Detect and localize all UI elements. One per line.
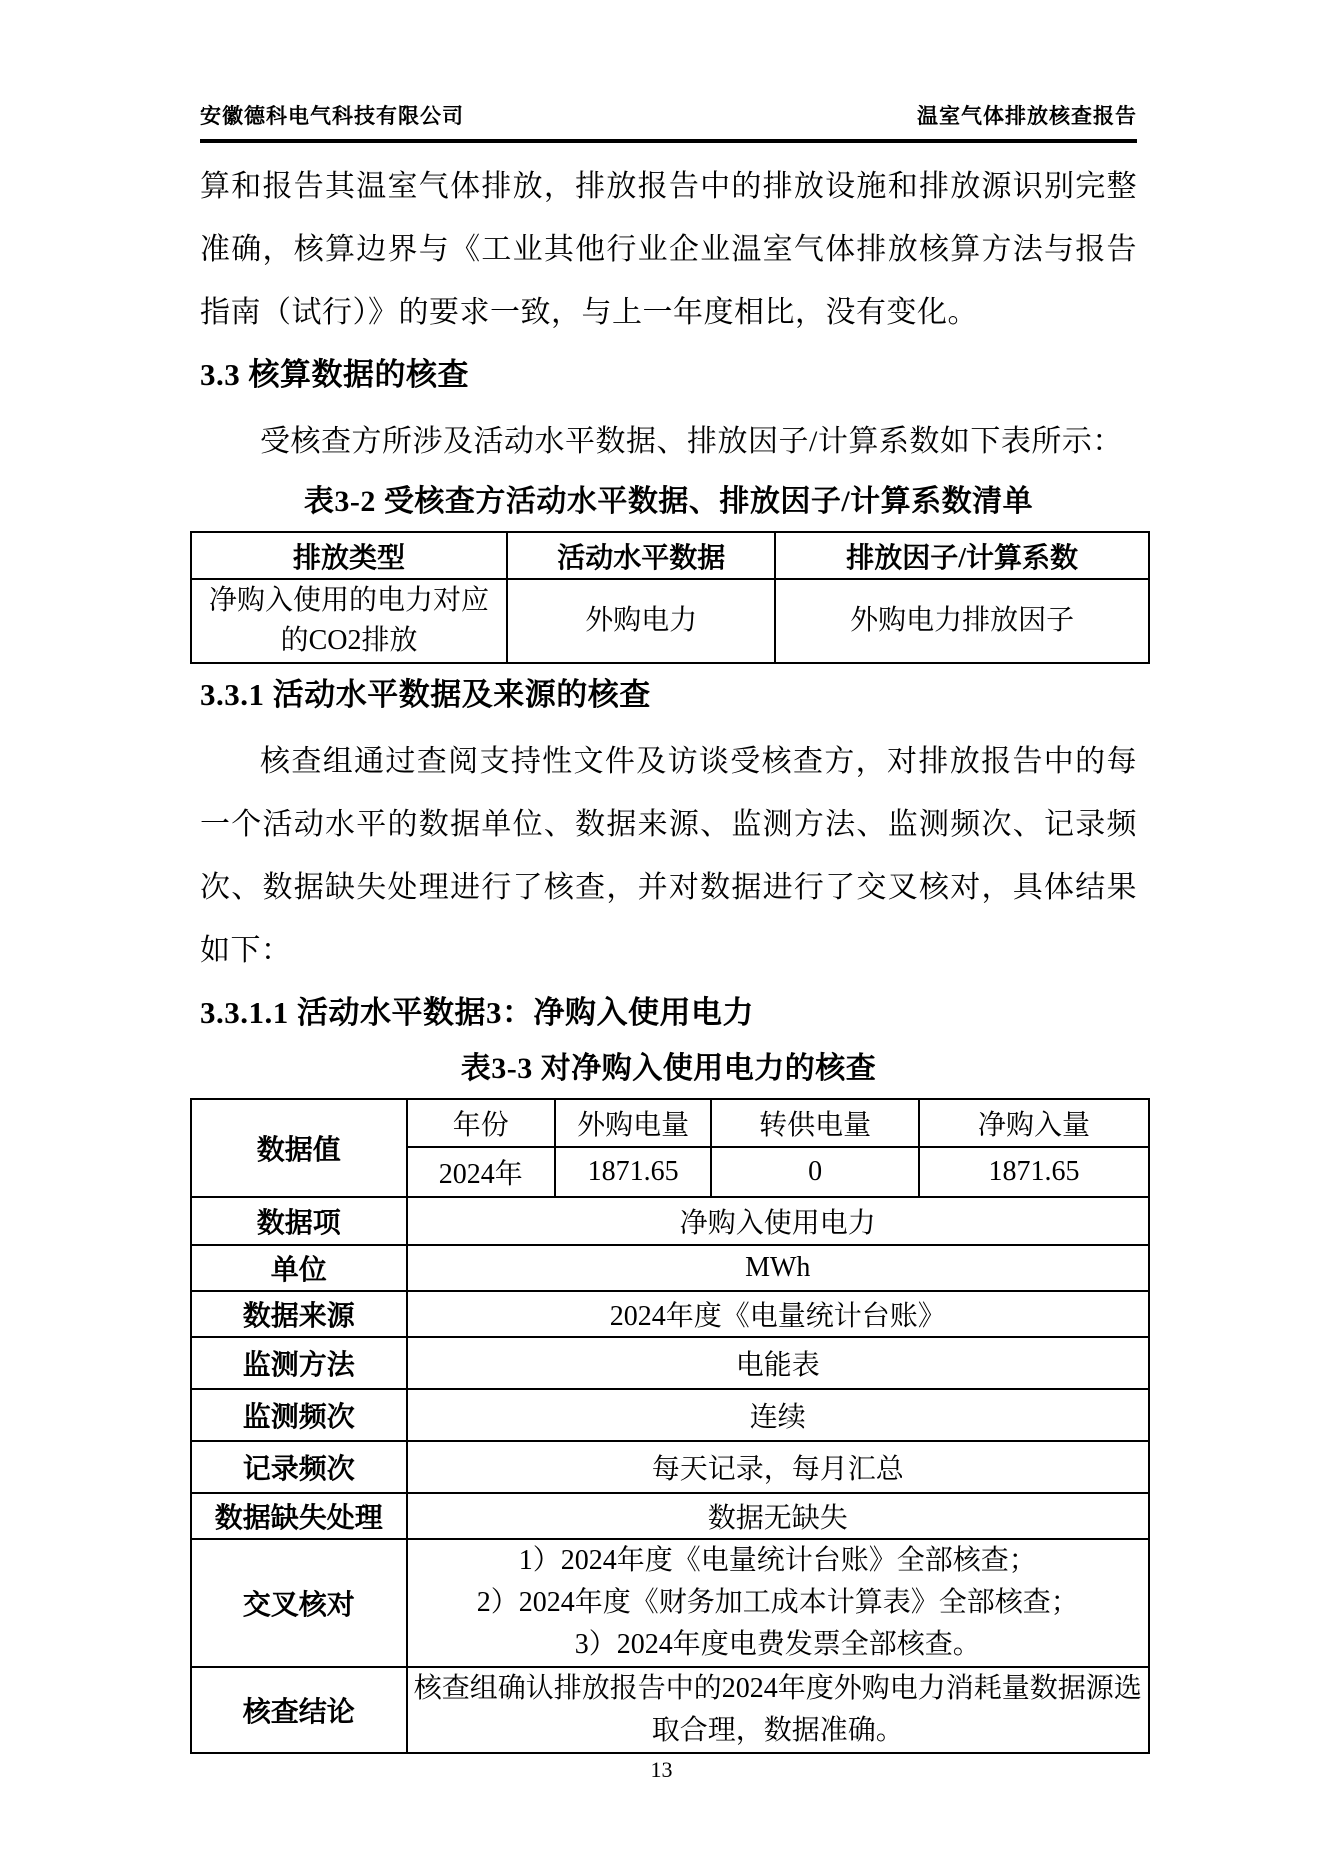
row-label-data-value: 数据值 <box>191 1099 407 1197</box>
section-heading-3-3: 3.3 核算数据的核查 <box>200 357 469 392</box>
header-company-name: 安徽德科电气科技有限公司 <box>200 104 464 128</box>
cell-year: 2024年 <box>407 1147 555 1197</box>
row-label: 监测频次 <box>191 1389 407 1441</box>
table-row-monitor-frequency <box>191 1389 1149 1441</box>
row-label: 核查结论 <box>191 1667 407 1753</box>
header-doc-title: 温室气体排放核查报告 <box>917 104 1137 128</box>
col-header-activity-data: 活动水平数据 <box>507 532 775 579</box>
sub-header-transferred-power: 转供电量 <box>711 1099 919 1147</box>
paragraph-3-3-1: 核查组通过查阅支持性文件及访谈受核查方，对排放报告中的每一个活动水平的数据单位、数据来源、监测方法、监测频次、记录频次、数据缺失处理进行了核查，并对数据进行了交叉核对，具体结果如下： <box>200 745 1137 967</box>
row-value: 电能表 <box>407 1337 1149 1389</box>
table-row-data-source <box>191 1291 1149 1337</box>
table-row-unit <box>191 1245 1149 1291</box>
cell-purchased-power: 1871.65 <box>555 1147 711 1197</box>
table-row-missing-data <box>191 1493 1149 1539</box>
row-label: 数据项 <box>191 1197 407 1245</box>
page-header <box>200 100 1137 143</box>
table33-caption: 表3-3 对净购入使用电力的核查 <box>460 1052 877 1085</box>
row-value: 每天记录，每月汇总 <box>407 1441 1149 1493</box>
sub-header-purchased-power: 外购电量 <box>555 1099 711 1147</box>
row-label: 监测方法 <box>191 1337 407 1389</box>
cell-transferred-power: 0 <box>711 1147 919 1197</box>
table-row-data-item <box>191 1197 1149 1245</box>
row-value <box>407 1539 1149 1667</box>
cell-activity-data: 外购电力 <box>507 579 775 663</box>
section-heading-3-3-1-1: 3.3.1.1 活动水平数据3：净购入使用电力 <box>200 995 754 1030</box>
row-value: 连续 <box>407 1389 1149 1441</box>
cross-check-line-2: 2）2024年度《财务加工成本计算表》全部核查； <box>476 1587 1079 1618</box>
section-heading-3-3-1: 3.3.1 活动水平数据及来源的核查 <box>200 677 651 712</box>
row-value: 数据无缺失 <box>407 1493 1149 1539</box>
row-value: 2024年度《电量统计台账》 <box>407 1291 1149 1337</box>
row-label: 数据缺失处理 <box>191 1493 407 1539</box>
sub-header-net-purchase: 净购入量 <box>919 1099 1149 1147</box>
sub-header-year: 年份 <box>407 1099 555 1147</box>
col-header-emission-type: 排放类型 <box>191 532 507 579</box>
table-row <box>191 579 1149 663</box>
table-3-3 <box>190 1098 1150 1754</box>
row-value: MWh <box>407 1245 1149 1291</box>
table-3-2 <box>190 531 1150 664</box>
row-label: 单位 <box>191 1245 407 1291</box>
row-label: 数据来源 <box>191 1291 407 1337</box>
paragraph-table32-intro: 受核查方所涉及活动水平数据、排放因子/计算系数如下表所示： <box>260 425 1123 458</box>
page-number: 13 <box>650 1757 673 1782</box>
cell-emission-type: 净购入使用的电力对应的CO2排放 <box>191 579 507 663</box>
table-row-conclusion <box>191 1667 1149 1753</box>
table-row-record-frequency <box>191 1441 1149 1493</box>
cross-check-line-3: 3）2024年度电费发票全部核查。 <box>574 1629 981 1660</box>
cell-emission-factor: 外购电力排放因子 <box>775 579 1149 663</box>
col-header-emission-factor: 排放因子/计算系数 <box>775 532 1149 579</box>
cell-net-purchase: 1871.65 <box>919 1147 1149 1197</box>
row-label: 记录频次 <box>191 1441 407 1493</box>
table-row-data-value-headers <box>191 1099 1149 1147</box>
cross-check-line-1: 1）2024年度《电量统计台账》全部核查； <box>518 1545 1037 1576</box>
table-row-cross-check <box>191 1539 1149 1667</box>
row-value: 核查组确认排放报告中的2024年度外购电力消耗量数据源选取合理，数据准确。 <box>407 1667 1149 1753</box>
row-label: 交叉核对 <box>191 1539 407 1667</box>
table-header-row <box>191 532 1149 579</box>
table32-caption: 表3-2 受核查方活动水平数据、排放因子/计算系数清单 <box>303 485 1034 518</box>
row-value: 净购入使用电力 <box>407 1197 1149 1245</box>
table-row-monitor-method <box>191 1337 1149 1389</box>
paragraph-continued: 算和报告其温室气体排放，排放报告中的排放设施和排放源识别完整准确，核算边界与《工业其他行业企业温室气体排放核算方法与报告指南（试行）》的要求一致，与上一年度相比，没有变化。 <box>200 170 1137 329</box>
